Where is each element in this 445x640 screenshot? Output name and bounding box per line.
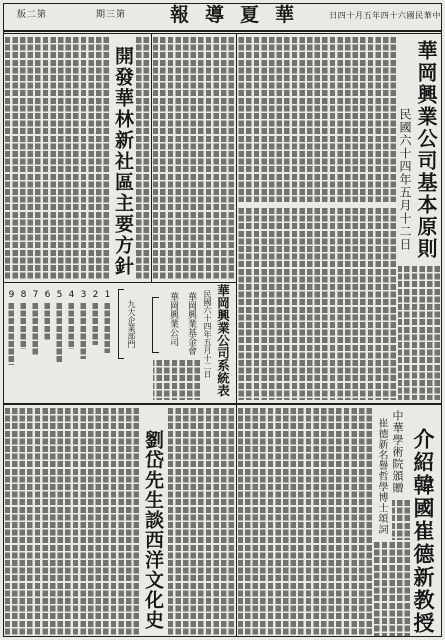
chart-connector: [152, 297, 159, 353]
middle-body-text: [153, 37, 234, 279]
system-chart-body-text: [153, 360, 200, 400]
chart-item-label: [20, 303, 26, 349]
chart-node-foundation: 華岡興業基金會: [186, 292, 196, 355]
chart-item-label: [8, 303, 14, 365]
hualin-body-text: [5, 37, 109, 279]
page-number: 第二版: [16, 10, 47, 20]
principles-title: 華岡興業公司基本原則: [414, 40, 438, 260]
principles-date: 民國六十四年五月十二日: [398, 108, 412, 251]
column-divider-left: [151, 34, 152, 282]
header-rule-thick: [3, 30, 442, 32]
chart-item-number: 4: [68, 290, 75, 300]
chart-node-divisions: 九大企業部門: [127, 300, 136, 348]
system-chart-title: 華岡興業公司系統表: [215, 284, 231, 397]
chart-item-label: [92, 303, 98, 345]
frame-bottom-rule: [3, 636, 442, 637]
choi-body-text: [374, 542, 410, 636]
choi-body-text: [392, 500, 410, 540]
frame-right-rule: [441, 3, 442, 637]
system-chart-date: 民國六十四年五月十二日: [203, 290, 212, 378]
choi-title: 介紹韓國崔德新教授: [411, 428, 436, 635]
chart-item-number: 5: [56, 290, 63, 300]
chart-connector: [118, 289, 124, 359]
chart-item-label: [104, 303, 110, 353]
liu-body-text: [166, 408, 234, 636]
chart-item-label: [32, 303, 38, 355]
principles-body-text: [238, 37, 396, 202]
chart-node-company: 華岡興業公司: [168, 292, 178, 346]
issue-number: 第三期: [95, 10, 126, 20]
chart-item-number: 6: [44, 290, 51, 300]
chart-item-number: 2: [92, 290, 99, 300]
liu-title: 劉岱先生談西洋文化史: [142, 430, 164, 630]
principles-body-text: [238, 208, 396, 400]
chart-item-label: [68, 303, 74, 349]
hualin-title: 開發華林新社區主要方針: [112, 46, 134, 277]
frame-left-rule: [3, 3, 4, 637]
choi-subtitle-citation: 崔德新名譽哲學博士頌詞: [376, 418, 387, 535]
issue-date: 中華民國六十四年五月十四日: [329, 11, 441, 20]
chart-item-number: 9: [8, 290, 15, 300]
header-rule-thin: [3, 33, 442, 34]
tier-rule-left: [3, 282, 237, 283]
chart-item-label: [56, 303, 62, 363]
chart-item-label: [44, 303, 50, 341]
tier-rule-bottom: [3, 403, 442, 405]
principles-body-text: [398, 266, 440, 400]
chart-item-number: 3: [80, 290, 87, 300]
chart-item-number: 7: [32, 290, 39, 300]
liu-body-text: [5, 408, 139, 636]
choi-body-text: [238, 408, 372, 636]
column-divider-main: [236, 34, 237, 637]
chart-item-label: [80, 303, 86, 359]
chart-item-number: 1: [104, 290, 111, 300]
choi-subtitle-award: 中華學術院頒贈: [391, 410, 404, 494]
hualin-body-text: [135, 37, 149, 279]
chart-item-number: 8: [20, 290, 27, 300]
masthead: 華夏導報: [169, 4, 310, 26]
